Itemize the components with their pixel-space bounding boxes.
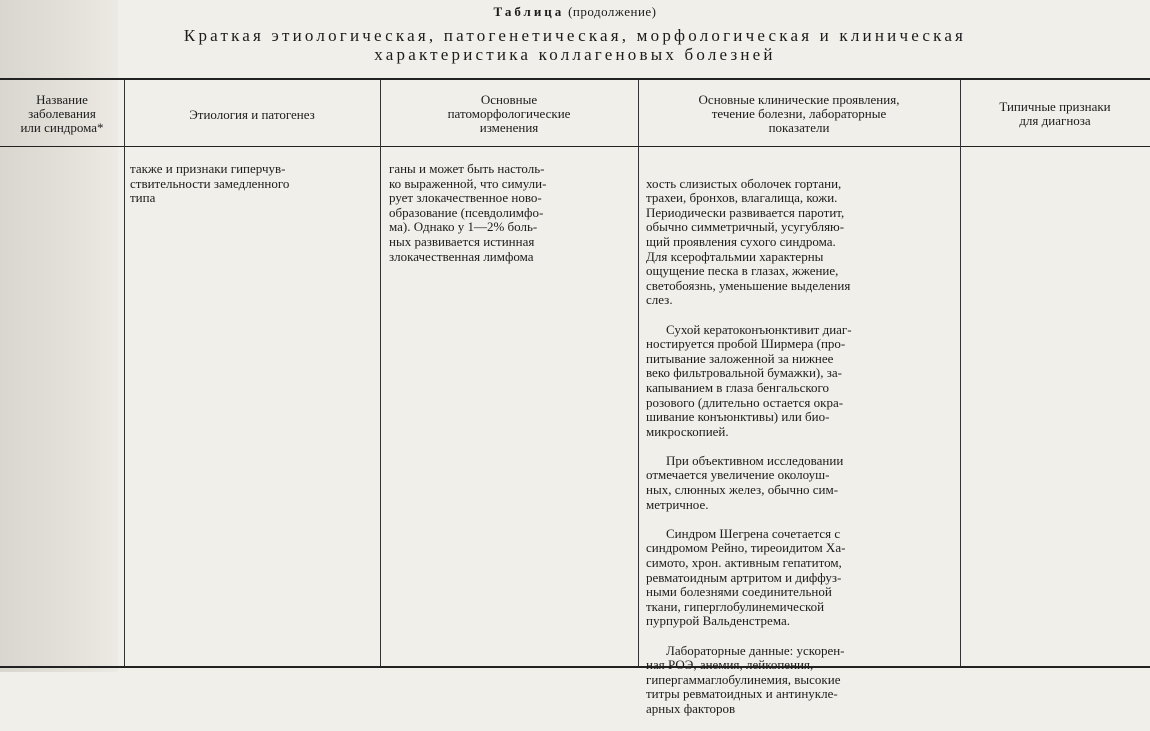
header-bottom-rule	[0, 146, 1150, 147]
cell-clinical	[646, 162, 954, 731]
caption-label: Таблица	[493, 4, 565, 19]
header-clinical: Основные клинические проявления, течение болезни, лабораторные показатели	[698, 92, 900, 135]
title-line-2: характеристика коллагеновых болезней	[374, 45, 776, 64]
clinical-paragraph: Синдром Шегрена сочетается с синдромом Рейно, тиреоидитом Ха- симото, хрон. активным гепатитом, ревматоидным артритом и диффуз- ными болезнями соединительной ткани, гиперглобулинемической пурпурой Вальденстрема.	[646, 525, 846, 629]
clinical-paragraph: хость слизистых оболочек гортани, трахеи, бронхов, влагалища, кожи. Периодически развивается паротит, обычно симметричный, усугубляю- щий проявления сухого синдрома. Для ксерофтальмии характерны ощущение песка в глазах, жжение, светобоязнь, уменьшение выделения слез.	[646, 175, 851, 308]
cell-morphology: ганы и может быть настоль- ко выраженной, что симули- рует злокачественное ново- образование (псевдолимфо- ма). Однако у 1—2% боль- ных развивается истинная злокачественная лимфома	[389, 161, 547, 264]
header-morphology: Основные патоморфологические изменения	[447, 92, 571, 135]
column-divider	[380, 80, 381, 666]
table-title	[0, 26, 1150, 64]
column-divider	[960, 80, 961, 666]
clinical-paragraph: Сухой кератоконъюнктивит диаг- ностируется пробой Ширмера (про- питывание заложенной за нижнее веко фильтровальной бумажки), за- капыванием в глаза бенгальского розового (длительно остается окра- шивание конъюнктивы) или био- микроскопией.	[646, 321, 852, 439]
column-divider	[124, 80, 125, 666]
caption-note: (продолжение)	[568, 4, 657, 19]
table-bottom-rule	[0, 666, 1150, 668]
cell-etiology: также и признаки гиперчув- ствительности замедленного типа	[130, 161, 290, 206]
header-etiology: Этиология и патогенез	[189, 107, 315, 122]
column-divider	[638, 80, 639, 666]
clinical-paragraph: Лабораторные данные: ускорен- ная РОЭ, анемия, лейкопения, гипергаммаглобулинемия, высокие титры ревматоидных и антинукле- арных факторов	[646, 642, 845, 716]
header-diagnosis: Типичные признаки для диагноза	[999, 99, 1111, 128]
header-disease-name: Название заболевания или синдрома*	[20, 92, 104, 135]
table-caption	[0, 4, 1150, 20]
clinical-paragraph: При объективном исследовании отмечается увеличение околоуш- ных, слюнных желез, обычно сим- метричное.	[646, 452, 844, 512]
table-top-rule	[0, 78, 1150, 80]
title-line-1: Краткая этиологическая, патогенетическая, морфологическая и клиническая	[183, 26, 967, 45]
